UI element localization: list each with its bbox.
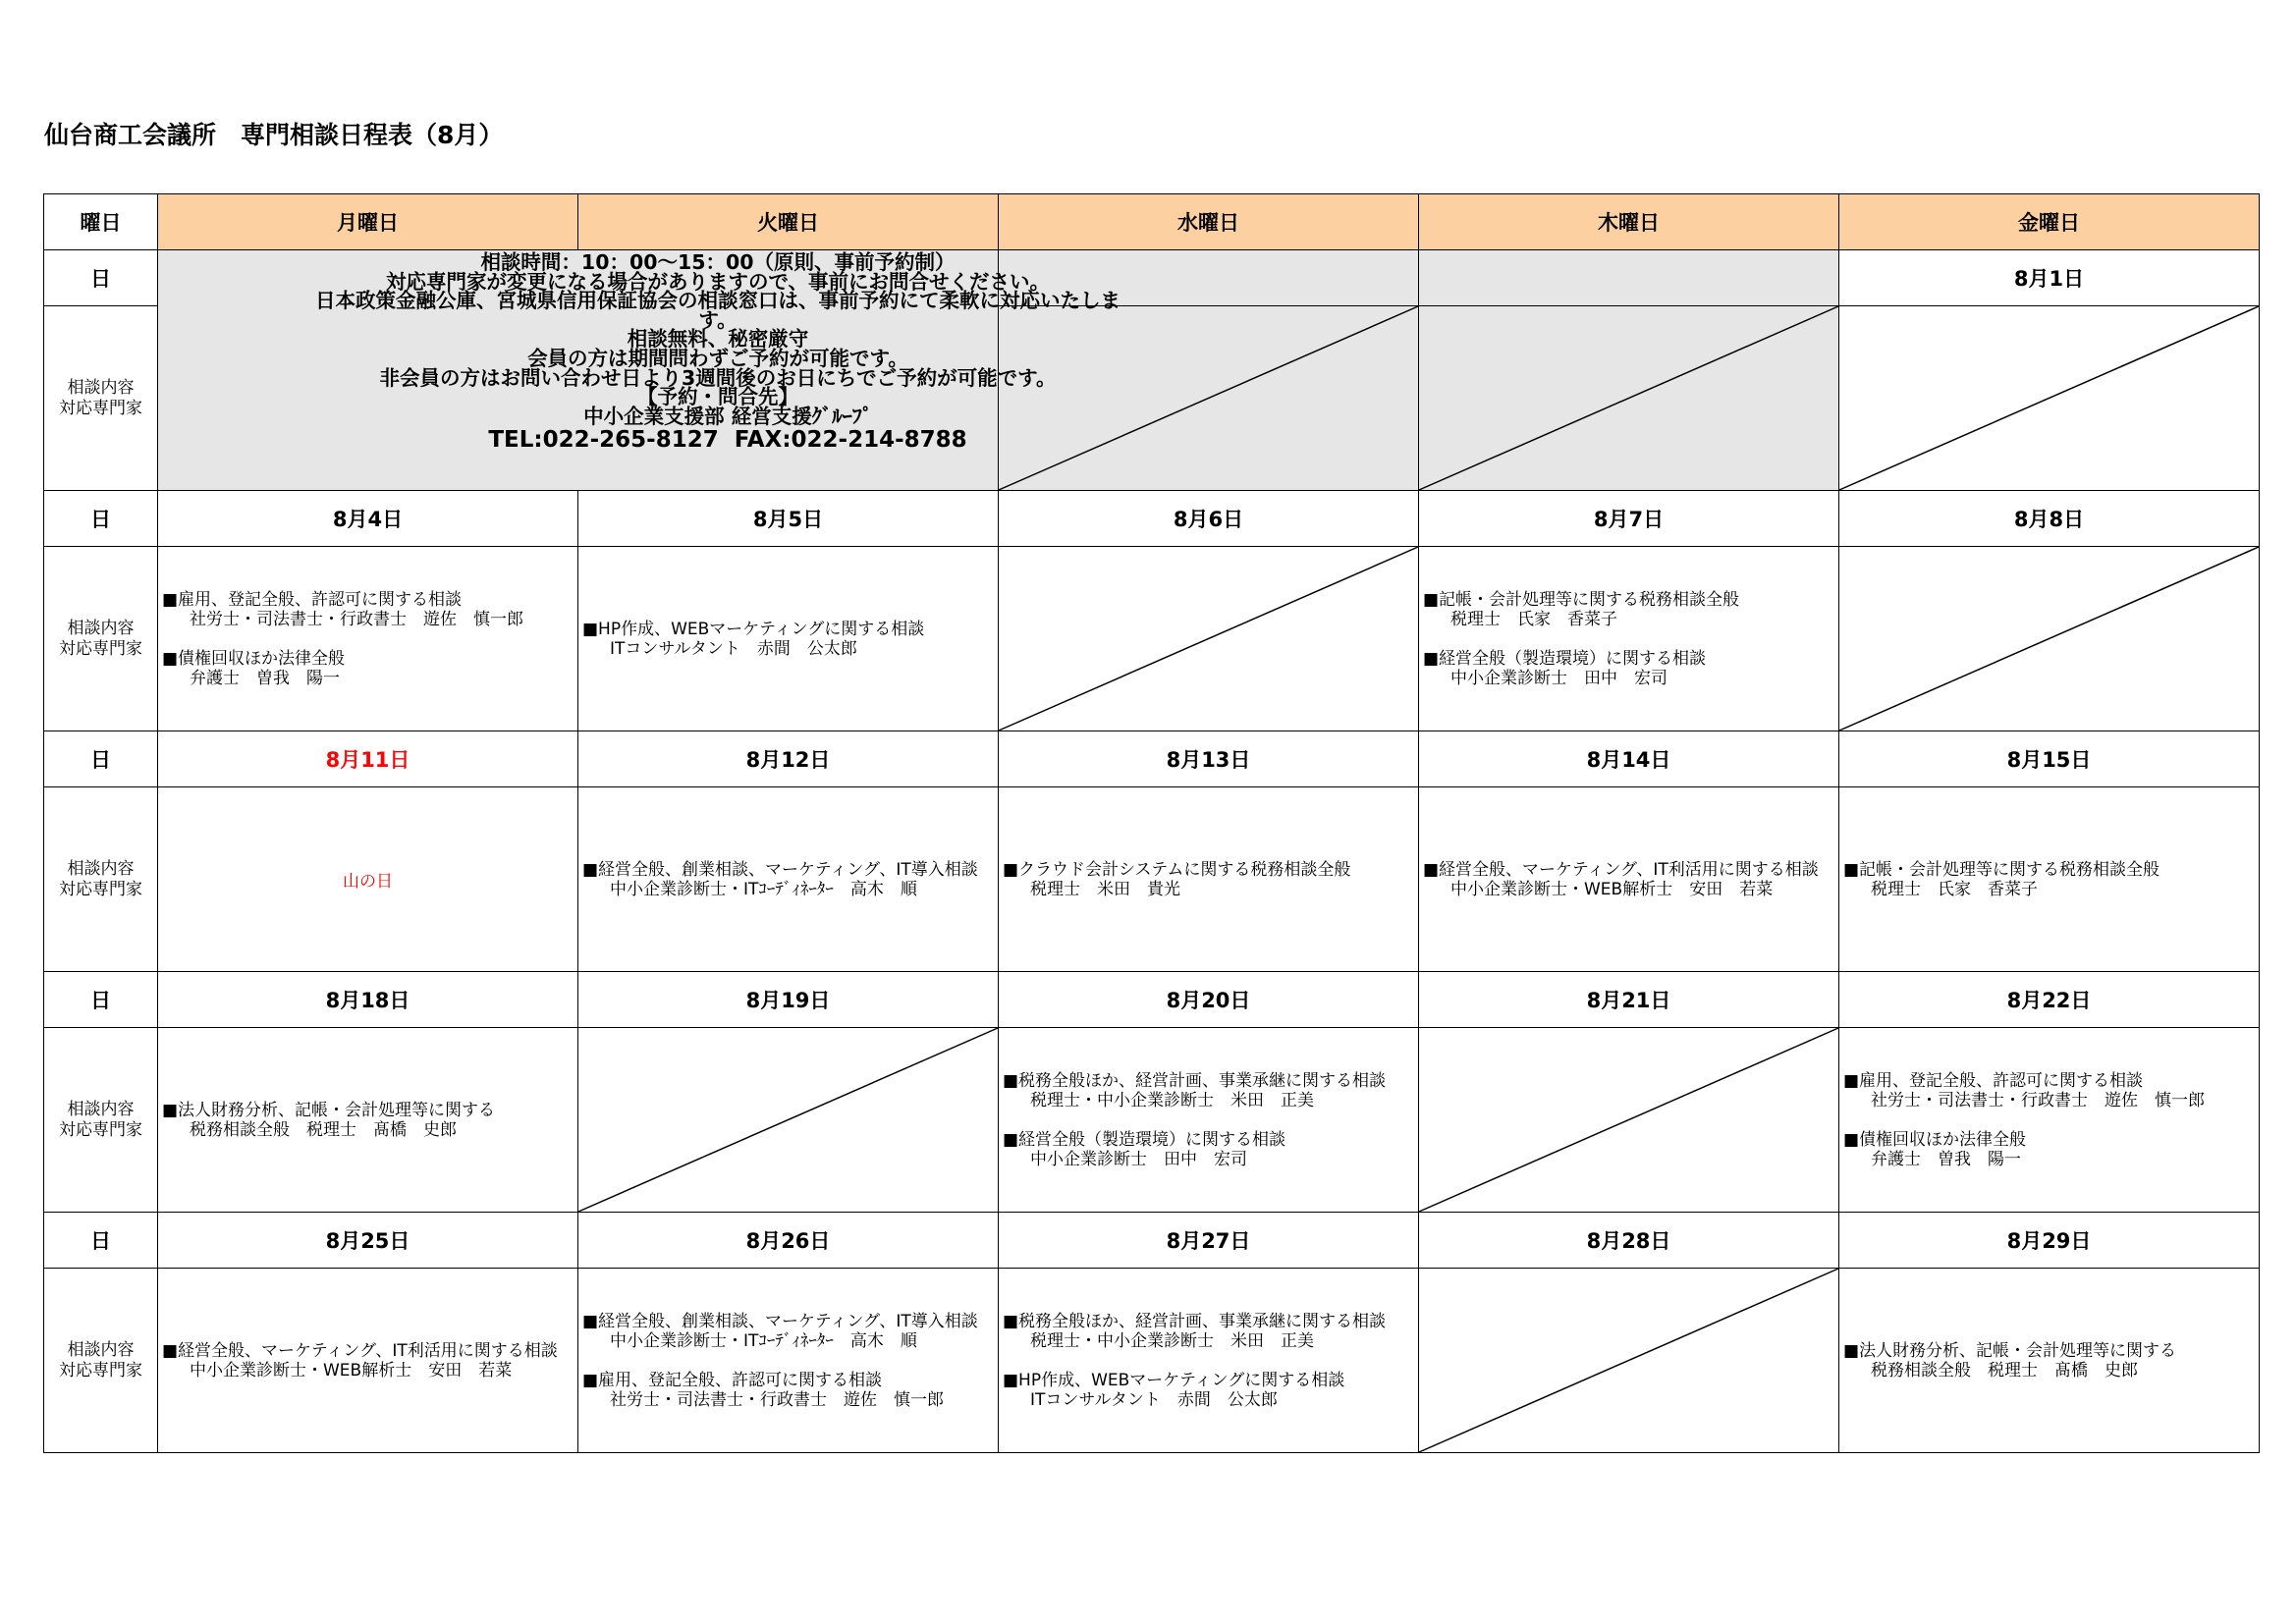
consult-expert: 税務相談全般 税理士 髙橋 史郎	[1871, 1360, 2138, 1380]
info-cell	[158, 250, 1121, 491]
consult-topic: ■経営全般（製造環境）に関する相談	[1003, 1129, 1286, 1150]
date-cell: 8月26日	[578, 1213, 999, 1269]
consult-entry	[162, 1101, 577, 1140]
consult-expert: ITコンサルタント 赤間 公太郎	[1030, 1389, 1278, 1410]
consult-topic: ■経営全般、マーケティング、IT利活用に関する相談	[162, 1340, 558, 1361]
content-label: 相談内容 対応専門家	[44, 1269, 158, 1453]
no-consult-cell	[999, 547, 1419, 731]
consult-cell	[158, 1028, 578, 1213]
consult-cell	[1839, 787, 2260, 972]
info-block	[276, 250, 1160, 454]
consult-expert: 社労士・司法書士・行政書士 遊佐 慎一郎	[610, 1389, 944, 1410]
consult-topic: ■雇用、登記全般、許認可に関する相談	[1843, 1070, 2144, 1091]
no-consult-cell	[1419, 1269, 1839, 1453]
consult-topic: ■HP作成、WEBマーケティングに関する相談	[582, 619, 925, 639]
content-label: 相談内容 対応専門家	[44, 1028, 158, 1213]
consult-expert: 弁護士 曽我 陽一	[1871, 1149, 2021, 1169]
consult-entry	[1423, 590, 1838, 629]
date-row-week5	[44, 1213, 2260, 1269]
date-cell: 8月7日	[1419, 491, 1839, 547]
consult-topic: ■記帳・会計処理等に関する税務相談全般	[1843, 859, 2160, 880]
day-label: 日	[44, 1213, 158, 1269]
content-row-week5	[44, 1269, 2260, 1453]
content-row-week2	[44, 547, 2260, 731]
consult-cell	[578, 787, 999, 972]
consult-entry	[582, 1371, 998, 1410]
consult-cell	[1419, 547, 1839, 731]
consult-topic: ■法人財務分析、記帳・会計処理等に関する	[1843, 1340, 2177, 1361]
date-cell: 8月27日	[999, 1213, 1419, 1269]
date-cell: 8月28日	[1419, 1213, 1839, 1269]
consult-topic: ■債権回収ほか法律全般	[1843, 1129, 2027, 1150]
consult-expert: 税理士 氏家 香菜子	[1450, 609, 1617, 629]
info-line: 中小企業支援部 経営支援ｸﾞﾙｰﾌﾟ	[563, 404, 873, 428]
weekday-tue: 火曜日	[578, 194, 999, 250]
content-label: 相談内容 対応専門家	[44, 787, 158, 972]
content-label: 相談内容 対応専門家	[44, 306, 158, 491]
content-row-week3	[44, 787, 2260, 972]
consult-entry	[162, 649, 577, 688]
consult-entry	[1003, 1130, 1418, 1169]
consult-entry	[1003, 860, 1418, 899]
day-label: 日	[44, 250, 158, 306]
date-cell: 8月14日	[1419, 731, 1839, 787]
date-row-week2	[44, 491, 2260, 547]
consult-expert: ITコンサルタント 赤間 公太郎	[610, 638, 857, 659]
date-cell: 8月29日	[1839, 1213, 2260, 1269]
info-line: す。	[698, 307, 738, 332]
date-empty-thu	[1419, 250, 1839, 306]
info-line: 非会員の方はお問い合わせ日より3週間後のお日にちでご予約が可能です。	[379, 365, 1057, 390]
consult-topic: ■経営全般（製造環境）に関する相談	[1423, 648, 1707, 669]
weekday-fri: 金曜日	[1839, 194, 2260, 250]
date-cell: 8月15日	[1839, 731, 2260, 787]
consult-expert: 中小企業診断士・ITｺｰﾃﾞｨﾈｰﾀｰ 高木 順	[610, 879, 917, 899]
consult-entry	[1423, 860, 1838, 899]
no-consult-cell	[1419, 306, 1839, 491]
weekday-wed: 水曜日	[999, 194, 1419, 250]
consult-expert: 中小企業診断士 田中 宏司	[1030, 1149, 1247, 1169]
consult-entry	[1003, 1312, 1418, 1351]
consult-entry	[1843, 1130, 2259, 1169]
weekday-header-row	[44, 194, 2260, 250]
consult-cell	[1839, 1269, 2260, 1453]
info-line: 対応専門家が変更になる場合がありますので、事前にお問合せください。	[385, 269, 1051, 294]
consult-entry	[1003, 1071, 1418, 1110]
consult-expert: 税理士 氏家 香菜子	[1871, 879, 2038, 899]
date-cell: 8月25日	[158, 1213, 578, 1269]
info-line: 会員の方は期間問わずご予約が可能です。	[527, 346, 908, 370]
consult-topic: ■クラウド会計システムに関する税務相談全般	[1003, 859, 1351, 880]
consult-expert: 中小企業診断士・WEB解析士 安田 若菜	[190, 1360, 513, 1380]
content-label: 相談内容 対応専門家	[44, 547, 158, 731]
no-consult-cell	[1839, 306, 2260, 491]
consult-cell	[1839, 1028, 2260, 1213]
date-cell: 8月20日	[999, 972, 1419, 1028]
weekday-label: 曜日	[44, 194, 158, 250]
consult-entry	[582, 1312, 998, 1351]
consult-cell	[158, 547, 578, 731]
date-cell: 8月22日	[1839, 972, 2260, 1028]
consult-entry	[162, 1341, 577, 1380]
consult-topic: ■経営全般、創業相談、マーケティング、IT導入相談	[582, 859, 978, 880]
date-cell: 8月5日	[578, 491, 999, 547]
consult-cell	[999, 787, 1419, 972]
info-line: 相談無料、秘密厳守	[627, 327, 809, 352]
no-consult-cell	[578, 1028, 999, 1213]
consult-topic: ■債権回収ほか法律全般	[162, 648, 346, 669]
info-line: 【予約・問合先】	[637, 385, 798, 409]
consult-cell	[1419, 787, 1839, 972]
date-cell: 8月8日	[1839, 491, 2260, 547]
contact-phone-fax: TEL:022-265-8127 FAX:022-214-8788	[488, 427, 967, 454]
date-row-week1	[44, 250, 2260, 306]
info-line: 日本政策金融公庫、宮城県信用保証協会の相談窓口は、事前予約にて柔軟に対応いたしま	[315, 289, 1121, 313]
consult-topic: ■税務全般ほか、経営計画、事業承継に関する相談	[1003, 1070, 1387, 1091]
consult-cell	[999, 1028, 1419, 1213]
consult-expert: 中小企業診断士 田中 宏司	[1450, 668, 1667, 688]
date-row-week3	[44, 731, 2260, 787]
consult-entry	[1843, 1071, 2259, 1110]
consult-cell	[578, 1269, 999, 1453]
schedule-table	[43, 193, 2260, 1453]
consult-expert: 社労士・司法書士・行政書士 遊佐 慎一郎	[1871, 1090, 2205, 1110]
consult-topic: ■雇用、登記全般、許認可に関する相談	[162, 589, 463, 610]
date-cell: 8月18日	[158, 972, 578, 1028]
date-row-week4	[44, 972, 2260, 1028]
consult-expert: 税務相談全般 税理士 髙橋 史郎	[190, 1119, 457, 1140]
consult-expert: 税理士 米田 貴光	[1030, 879, 1180, 899]
day-label: 日	[44, 731, 158, 787]
date-cell: 8月12日	[578, 731, 999, 787]
consult-topic: ■経営全般、マーケティング、IT利活用に関する相談	[1423, 859, 1819, 880]
day-label: 日	[44, 972, 158, 1028]
day-label: 日	[44, 491, 158, 547]
info-line: 相談時間：10：00～15：00（原則、事前予約制）	[480, 250, 956, 274]
consult-topic: ■経営全般、創業相談、マーケティング、IT導入相談	[582, 1311, 978, 1331]
consult-topic: ■法人財務分析、記帳・会計処理等に関する	[162, 1100, 496, 1120]
consult-cell	[999, 1269, 1419, 1453]
holiday-cell: 山の日	[158, 787, 578, 972]
consult-topic: ■HP作成、WEBマーケティングに関する相談	[1003, 1370, 1345, 1390]
weekday-thu: 木曜日	[1419, 194, 1839, 250]
consult-entry	[582, 620, 998, 659]
consult-expert: 中小企業診断士・WEB解析士 安田 若菜	[1450, 879, 1774, 899]
date-cell: 8月6日	[999, 491, 1419, 547]
no-consult-cell	[1839, 547, 2260, 731]
weekday-mon: 月曜日	[158, 194, 578, 250]
date-cell: 8月4日	[158, 491, 578, 547]
consult-topic: ■記帳・会計処理等に関する税務相談全般	[1423, 589, 1740, 610]
consult-entry	[582, 860, 998, 899]
content-row-week4	[44, 1028, 2260, 1213]
date-cell: 8月11日	[158, 731, 578, 787]
consult-expert: 社労士・司法書士・行政書士 遊佐 慎一郎	[190, 609, 523, 629]
page-title: 仙台商工会議所 専門相談日程表（8月）	[44, 121, 504, 149]
consult-cell	[578, 547, 999, 731]
date-cell: 8月21日	[1419, 972, 1839, 1028]
consult-cell	[158, 1269, 578, 1453]
consult-expert: 弁護士 曽我 陽一	[190, 668, 340, 688]
consult-topic: ■雇用、登記全般、許認可に関する相談	[582, 1370, 883, 1390]
consult-topic: ■税務全般ほか、経営計画、事業承継に関する相談	[1003, 1311, 1387, 1331]
consult-entry	[1843, 860, 2259, 899]
date-fri: 8月1日	[1839, 250, 2260, 306]
consult-entry	[1423, 649, 1838, 688]
consult-expert: 税理士・中小企業診断士 米田 正美	[1030, 1330, 1314, 1351]
consult-expert: 中小企業診断士・ITｺｰﾃﾞｨﾈｰﾀｰ 高木 順	[610, 1330, 917, 1351]
consult-entry	[1003, 1371, 1418, 1410]
consult-entry	[1843, 1341, 2259, 1380]
no-consult-cell	[1419, 1028, 1839, 1213]
date-cell: 8月19日	[578, 972, 999, 1028]
consult-expert: 税理士・中小企業診断士 米田 正美	[1030, 1090, 1314, 1110]
date-cell: 8月13日	[999, 731, 1419, 787]
consult-entry	[162, 590, 577, 629]
